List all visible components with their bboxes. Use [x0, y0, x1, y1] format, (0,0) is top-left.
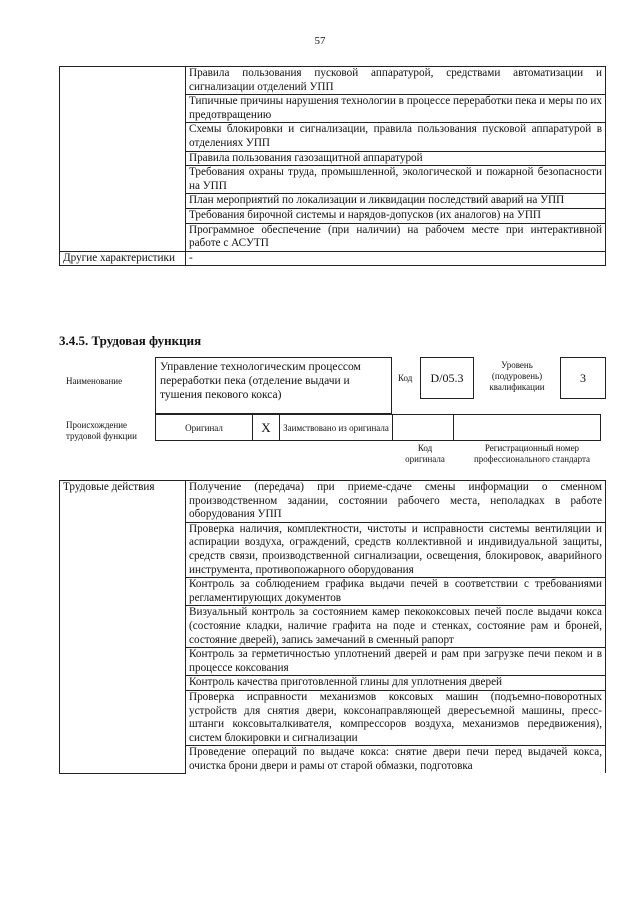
table-cell: Схемы блокировки и сигнализации, правила пользования пусковой аппаратурой в отделениях УПП	[186, 123, 606, 151]
table-row	[60, 67, 606, 95]
table-row	[156, 415, 601, 441]
table-row	[60, 481, 606, 523]
table-cell: Контроль за герметичностью уплотнений дверей и рам при загрузке печи пеком и в процессе коксования	[186, 648, 606, 676]
original-code-cell	[393, 415, 454, 441]
table-cell: Контроль качества приготовленной глины для уплотнения дверей	[186, 676, 606, 691]
borrowed-label-cell: Заимствовано из оригинала	[280, 415, 393, 441]
section-title: 3.4.5. Трудовая функция	[59, 333, 202, 348]
table-cell: План мероприятий по локализации и ликвидации последствий аварий на УПП	[186, 194, 606, 209]
name-label: Наименование	[66, 376, 123, 386]
level-value-box: 3	[560, 357, 606, 399]
original-label-cell: Оригинал	[156, 415, 253, 441]
table-cell: Требования охраны труда, промышленной, экологической и пожарной безопасности на УПП	[186, 166, 606, 194]
origin-label: Происхождение трудовой функции	[66, 420, 137, 441]
page-number: 57	[314, 35, 326, 47]
knowledge-table	[59, 66, 606, 266]
other-characteristics-value: -	[186, 251, 606, 266]
reg-number-label: Регистрационный номер профессионального стандарта	[473, 443, 591, 464]
function-name-box: Управление технологическим процессом переработки пека (отделение выдачи и тушения пекового кокса)	[155, 357, 392, 414]
table-cell: Проведение операций по выдаче кокса: снятие двери печи перед выдачей кокса, очистка брони двери и рамы от старой обмазки, подготовка	[186, 746, 606, 774]
table-cell: Проверка исправности механизмов коксовых машин (подъемно-поворотных устройств для снятия двери, коксонаправляющей двересъемной машины, пресс-штанги коксовыталкивателя, компрессоров воздуха, механизмов передвижения), систем блокировки и сигнализации	[186, 690, 606, 745]
table-cell: Программное обеспечение (при наличии) на рабочем месте при интерактивной работе с АСУТП	[186, 223, 606, 251]
code-value-box: D/05.3	[420, 357, 474, 399]
table-cell: Визуальный контроль за состоянием камер пекококсовых печей после выдачи кокса (состояние кладки, наличие графита на поде и стенках, состояние рам и броней, состояние дверей), запись замечаний в сменный рапорт	[186, 606, 606, 648]
table-cell: Требования бирочной системы и нарядов-допусков (их аналогов) на УПП	[186, 208, 606, 223]
origin-table	[155, 414, 601, 441]
empty-label-cell	[60, 67, 186, 252]
original-mark-cell: X	[253, 415, 280, 441]
labor-actions-label: Трудовые действия	[60, 481, 186, 774]
table-cell: Проверка наличия, комплектности, чистоты и исправности системы вентиляции и аспирации воздуха, ограждений, средств коллективной и индивидуальной защиты, средств связи, производственной сигнализации, освещения, блокировок, аварийного инструмента, противопожарного оборудования	[186, 522, 606, 577]
other-characteristics-label: Другие характеристики	[60, 251, 186, 266]
reg-number-cell	[454, 415, 601, 441]
table-cell: Правила пользования газозащитной аппаратурой	[186, 151, 606, 166]
labor-actions-table	[59, 480, 606, 774]
table-cell: Типичные причины нарушения технологии в процессе переработки пека и меры по их предотвращению	[186, 95, 606, 123]
table-row	[60, 251, 606, 266]
table-cell: Получение (передача) при приеме-сдаче смены информации о сменном производственном задании, состоянии рабочего места, неполадках в работе оборудования УПП	[186, 481, 606, 523]
level-label: Уровень (подуровень) квалификации	[489, 360, 545, 392]
code-label: Код	[398, 373, 413, 383]
table-cell: Правила пользования пусковой аппаратурой, средствами автоматизации и сигнализации отделений УПП	[186, 67, 606, 95]
original-code-label: Код оригинала	[405, 443, 445, 464]
table-cell: Контроль за соблюдением графика выдачи печей в соответствии с требованиями регламентирующих документов	[186, 578, 606, 606]
